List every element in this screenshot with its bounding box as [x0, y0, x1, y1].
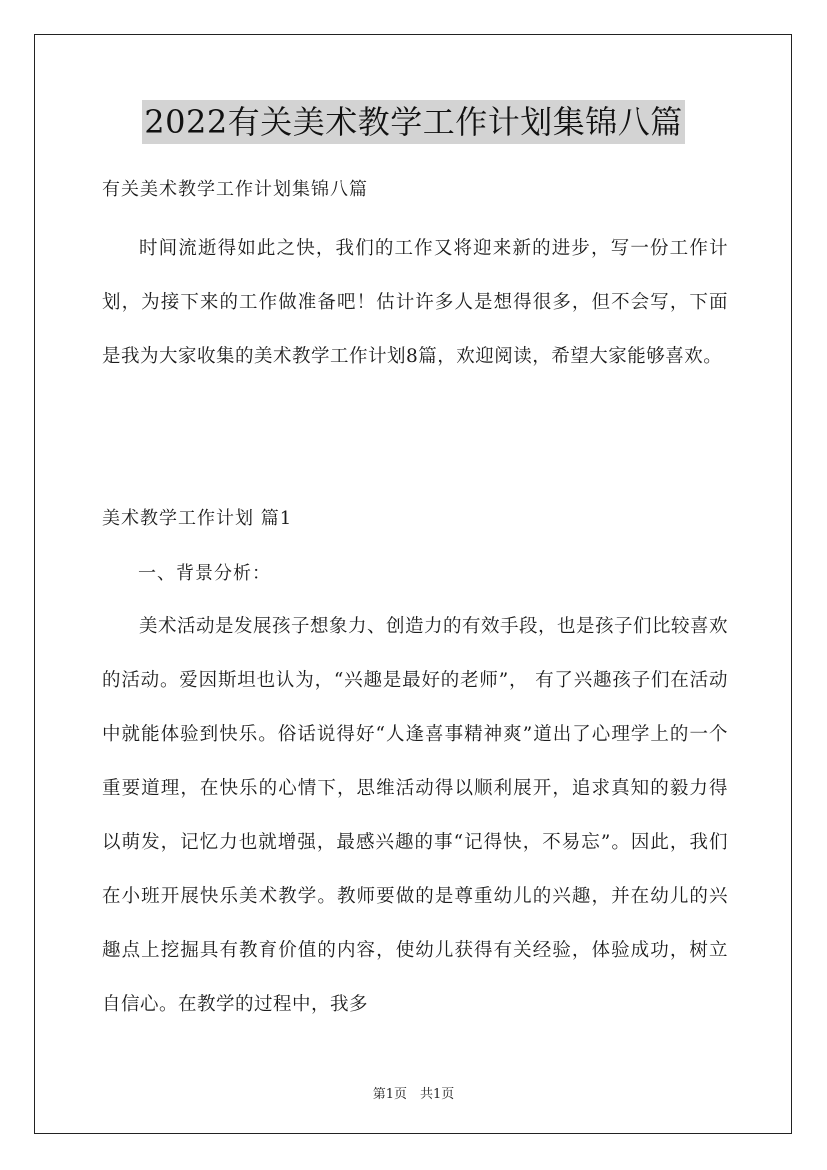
document-subtitle: 有关美术教学工作计划集锦八篇	[102, 179, 368, 200]
document-title: 2022有关美术教学工作计划集锦八篇	[142, 100, 684, 144]
title-container	[0, 100, 827, 144]
section-heading: 一、背景分析：	[138, 563, 271, 584]
body-paragraph: 美术活动是发展孩子想象力、创造力的有效手段，也是孩子们比较喜欢的活动。爱因斯坦也认为，“兴趣是最好的老师”， 有了兴趣孩子们在活动中就能体验到快乐。俗话说得好“人逢喜事精神爽”道出了心理学上的一个重要道理，在快乐的心情下，思维活动得以顺利展开，追求真知的毅力得以萌发，记忆力也就增强，最感兴趣的事“记得快，不易忘”。因此，我们在小班开展快乐美术教学。教师要做的是尊重幼儿的兴趣，并在幼儿的兴趣点上挖掘具有教育价值的内容，使幼儿获得有关经验，体验成功，树立自信心。在教学的过程中，我多	[102, 616, 729, 1015]
intro-paragraph: 时间流逝得如此之快，我们的工作又将迎来新的进步，写一份工作计划，为接下来的工作做准备吧！估计许多人是想得很多，但不会写，下面是我为大家收集的美术教学工作计划8篇，欢迎阅读，希望大家能够喜欢。	[102, 238, 728, 367]
page-footer: 第1页 共1页	[372, 1087, 455, 1102]
section-title: 美术教学工作计划 篇1	[102, 508, 293, 529]
